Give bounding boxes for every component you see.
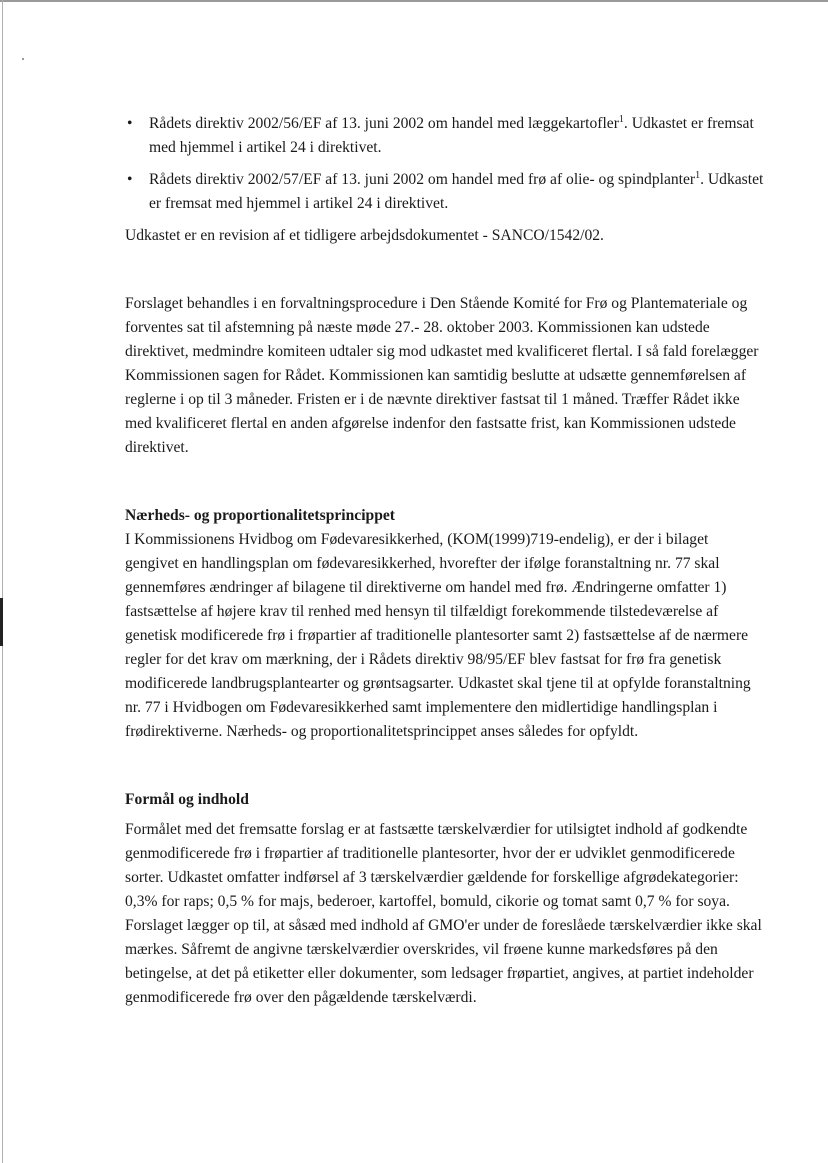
procedure-paragraph: Forslaget behandles i en forvaltningsprocedure i Den Stående Komité for Frø og Plantemateriale og forventes sat til afstemning på næste møde 27.- 28. oktober 2003. Kommissionen kan udstede direktivet, medmindre komiteen udtaler sig mod udkastet med kvalificeret flertal. I så fald forelægger Kommissionen sagen for Rådet. Kommissionen kan samtidig beslutte at udsætte gennemførelsen af reglerne i op til 3 måneder. Fristen er i de nævnte direktiver fastsat til 1 måned. Træffer Rådet ikke med kvalificeret flertal en anden afgørelse indenfor den fastsatte frist, kan Kommissionen udstede direktivet.: [125, 295, 759, 456]
list-item: [125, 168, 765, 216]
list-item-text-tail: . Udkastet er fremsat med hjemmel i artikel 24 i direktivet.: [149, 115, 754, 156]
revision-note: Udkastet er en revision af et tidligere arbejdsdokumentet - SANCO/1542/02.: [125, 227, 604, 244]
document-page: [125, 112, 765, 1010]
scan-edge-mark: [0, 598, 3, 646]
scan-edge-left: [2, 0, 3, 1163]
bullet-glyph: •: [127, 115, 133, 132]
list-item-text-tail: . Udkastet er fremsat med hjemmel i artikel 24 i direktivet.: [149, 171, 764, 212]
bullet-glyph: •: [127, 171, 133, 188]
directive-list: [125, 112, 765, 216]
section-heading-purpose: Formål og indhold: [125, 791, 249, 808]
scan-edge-top: [0, 0, 828, 2]
list-item: [125, 112, 765, 160]
footnote-ref: 1: [618, 113, 624, 125]
section-heading-subsidiarity: Nærheds- og proportionalitetsprincippet: [125, 507, 396, 524]
list-item-text: Rådets direktiv 2002/56/EF af 13. juni 2002 om handel med læggekartofler: [149, 115, 619, 132]
footnote-ref: 1: [695, 169, 701, 181]
section-body-subsidiarity: I Kommissionens Hvidbog om Fødevaresikkerhed, (KOM(1999)719-endelig), er der i bilaget gengivet en handlingsplan om fødevaresikkerhed, hvorefter der ifølge foranstaltning nr. 77 skal gennemføres ændringer af bilagene til direktiverne om handel med frø. Ændringerne omfatter 1) fastsættelse af højere krav til renhed med hensyn til tilfældigt forekommende tilstedeværelse af genetisk modificerede frø i frøpartier af traditionelle plantesorter samt 2) fastsættelse af de nærmere regler for det krav om mærkning, der i Rådets direktiv 98/95/EF blev fastsat for frø fra genetisk modificerede landbrugsplantearter og grøntsagsarter. Udkastet skal tjene til at opfylde foranstaltning nr. 77 i Hvidbogen om Fødevaresikkerhed samt implementere den midlertidige handlingsplan i frødirektiverne. Nærheds- og proportionalitetsprincippet anses således for opfyldt.: [125, 531, 751, 740]
section-body-purpose: Formålet med det fremsatte forslag er at fastsætte tærskelværdier for utilsigtet indhold af godkendte genmodificerede frø i frøpartier af traditionelle plantesorter, hvor der er udviklet genmodificerede sorter. Udkastet omfatter indførsel af 3 tærskelværdier gældende for forskellige afgrødekategorier: 0,3% for raps; 0,5 % for majs, bederoer, kartoffel, bomuld, cikorie og tomat samt 0,7 % for soya. Forslaget lægger op til, at såsæd med indhold af GMO'er under de foreslåede tærskelværdier ikke skal mærkes. Såfremt de angivne tærskelværdier overskrides, vil frøene kunne markedsføres på den betingelse, at det på etiketter eller dokumenter, som ledsager frøpartiet, angives, at partiet indeholder genmodificerede frø over den pågældende tærskelværdi.: [125, 821, 762, 1006]
scan-speck: [22, 58, 24, 60]
list-item-text: Rådets direktiv 2002/57/EF af 13. juni 2002 om handel med frø af olie- og spindplanter: [149, 171, 696, 188]
